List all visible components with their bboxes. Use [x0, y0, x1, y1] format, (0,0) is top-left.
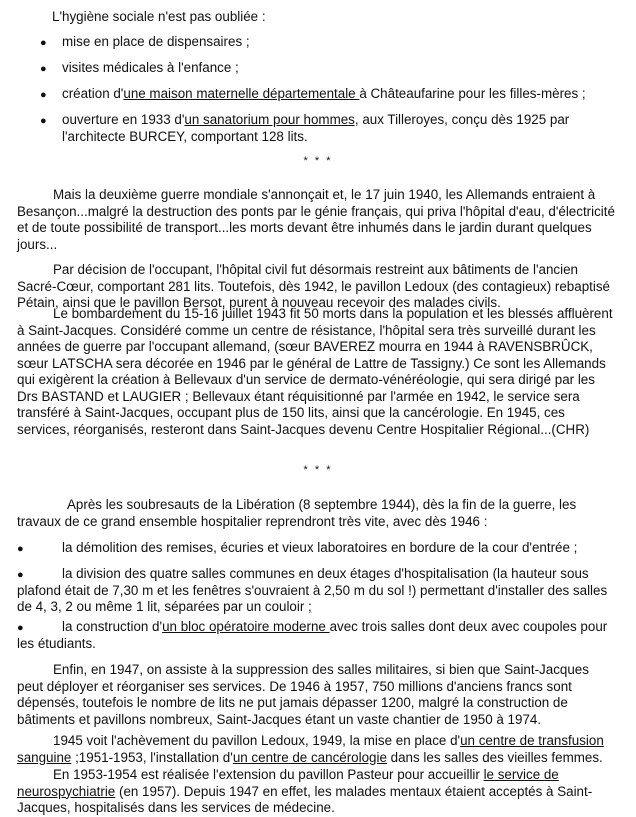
- list-item: la démolition des remises, écuries et vieux laboratoires en bordure de la cour d'entrée ;: [62, 540, 578, 555]
- underlined-link: un sanatorium pour hommes,: [184, 112, 359, 127]
- paragraph-enfin: Enfin, en 1947, on assiste à la suppression des salles militaires, si bien que Saint-Jacques peut déployer et réorganiser ses services. De 1946 à 1957, 750 millions d'anciens francs sont dépensés, toutefois le nombre de lits ne put jamais dépasser 1200, malgré la construction de bâtiments et pavillons nombreux, Saint-Jacques étant un vaste chantier de 1950 à 1974.: [17, 662, 589, 727]
- bullet-icon: ●: [17, 569, 24, 581]
- paragraph-war: Mais la deuxième guerre mondiale s'annonçait et, le 17 juin 1940, les Allemands entraient à Besançon...malgré la destruction des ponts par le génie français, qui priva l'hôpital d'eau, d'électricité et de toute possibilité de transport...les morts devant être inhumés dans le jardin durant quelques jours...: [17, 187, 615, 252]
- list-item: la division des quatre salles communes en deux étages d'hospitalisation (la hauteur sous plafond était de 7,30 m et les fenêtres s'ouvraient à 2,50 m du sol !) permettant d'installer des salles de 4, 3, 2 ou même 1 lit, séparées par un couloir ;: [17, 566, 608, 614]
- list-item: mise en place de dispensaires ;: [62, 34, 250, 49]
- underlined-link: le service de neurospychiatrie: [17, 767, 559, 799]
- paragraph-liberation: Après les soubresauts de la Libération (8 septembre 1944), dès la fin de la guerre, les travaux de ce grand ensemble hospitalier reprendront très vite, avec dès 1946 :: [17, 497, 577, 529]
- list-item: ouverture en 1933 d'un sanatorium pour hommes, aux Tilleroyes, conçu dès 1925 par l'architecte BURCEY, comportant 128 lits.: [62, 112, 570, 144]
- paragraph-1953: En 1953-1954 est réalisée l'extension du pavillon Pasteur pour accueillir le service de neurospychiatrie (en 1957). Depuis 1947 en effet, les malades mentaux étaient acceptés à Saint-Jacques, hospitalisés dans les services de médecine.: [17, 767, 593, 815]
- paragraph-bombardement: Le bombardement du 15-16 juillet 1943 fit 50 morts dans la population et les blessés affluèrent à Saint-Jacques. Considéré comme un centre de résistance, l'hôpital sera très surveillé durant les années de guerre par l'occupant allemand, (sœur BAVEREZ mourra en 1944 à RAVENSBRÛCK, sœur LATSCHA sera décorée en 1946 par le général de Lattre de Tassigny.) Ce sont les Allemands qui exigèrent la création à Bellevaux d'un service de dermato-vénéréologie, qui sera dirigé par les Drs BASTAND et LAUGIER ; Bellevaux étant réquisitionné par l'armée en 1942, le service sera transféré à Saint-Jacques, occupant plus de 150 lits, ainsi que la cancérologie. En 1945, ces services, réorganisés, resteront dans Saint-Jacques devenu Centre Hospitalier Régional...(CHR): [17, 306, 613, 437]
- underlined-link: un centre de cancérologie: [232, 749, 387, 765]
- underlined-link: une maison maternelle départementale: [123, 86, 360, 101]
- bullet-icon: ●: [40, 115, 47, 127]
- section-separator: * * *: [303, 464, 333, 476]
- bullet-icon: ●: [40, 37, 47, 49]
- underlined-link: un bloc opératoire moderne: [162, 619, 330, 634]
- list-item: création d'une maison maternelle départementale à Châteaufarine pour les filles-mères ;: [62, 86, 586, 101]
- section-separator: * * *: [303, 155, 333, 167]
- bullet-icon: ●: [17, 543, 24, 555]
- list-item: la construction d'un bloc opératoire moderne avec trois salles dont deux avec coupoles pour les étudiants.: [17, 619, 608, 651]
- underlined-link: un centre de transfusion sanguine: [17, 733, 604, 765]
- bullet-icon: ●: [17, 622, 24, 634]
- bullet-icon: ●: [40, 63, 47, 75]
- bullet-icon: ●: [40, 89, 47, 101]
- hygiene-intro: L'hygiène sociale n'est pas oubliée :: [52, 9, 266, 24]
- list-item: visites médicales à l'enfance ;: [62, 60, 239, 75]
- paragraph-occupant: Par décision de l'occupant, l'hôpital civil fut désormais restreint aux bâtiments de l'ancien Sacré-Cœur, comportant 281 lits. Toutefois, dès 1942, le pavillon Ledoux (des contagieux) rebaptisé Pétain, ainsi que le pavillon Bersot, purent à nouveau recevoir des malades civils.: [17, 262, 610, 310]
- paragraph-1945: 1945 voit l'achèvement du pavillon Ledoux, 1949, la mise en place d'un centre de transfusion sanguine ;1951-1953, l'installation d'un centre de cancérologie dans les salles des vieilles femmes.: [17, 733, 604, 765]
